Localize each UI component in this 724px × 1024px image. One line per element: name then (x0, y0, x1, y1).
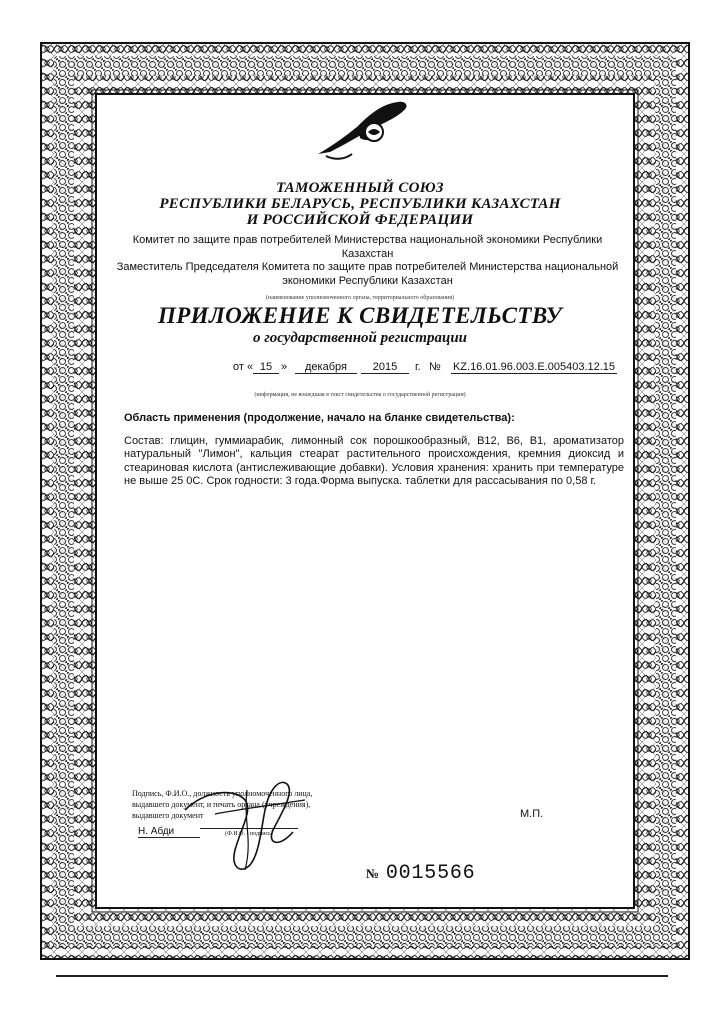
customs-union-title (120, 180, 600, 228)
union-line-3: И РОССИЙСКОЙ ФЕДЕРАЦИИ (246, 212, 474, 228)
serial-sign: № (366, 866, 380, 881)
issuing-body (110, 234, 625, 288)
info-caption: (информация, не вошедшая в текст свидетельства о государственной регистрации) (254, 392, 466, 398)
signature-label-line-3: выдавшего документ (132, 811, 204, 820)
stamp-place: М.П. (520, 808, 544, 820)
date-year-suffix: г. (415, 361, 421, 373)
date-year: 2015 (361, 361, 409, 374)
handwritten-signature (175, 770, 325, 880)
number-sign: № (429, 361, 441, 373)
issuing-body-caption: (наименование уполномоченного органа, территориального образования) (266, 295, 454, 301)
bottom-rule (56, 975, 668, 977)
signature-label-line-2: выдавшего документ, и печать органа (учреждения), (132, 800, 311, 809)
date-prefix: от « (233, 361, 254, 373)
fio-caption: (Ф.И.О. - подпись) (200, 828, 298, 837)
deputy-line-1: Заместитель Председателя Комитета по защите прав потребителей Министерства национальной (116, 261, 619, 273)
date-day-close: » (281, 361, 288, 373)
document-title: ПРИЛОЖЕНИЕ К СВИДЕТЕЛЬСТВУ (157, 303, 563, 328)
signer-name: Н. Абди (138, 826, 200, 838)
committee-line-2: Казахстан (341, 247, 394, 260)
document-subtitle: о государственной регистрации (252, 330, 468, 346)
customs-union-emblem (300, 92, 412, 172)
union-line-1: ТАМОЖЕННЫЙ СОЮЗ (276, 180, 444, 196)
date-and-number-row (233, 361, 633, 379)
serial-number (366, 862, 476, 885)
committee-line-1: Комитет по защите прав потребителей Министерства национальной экономики Республики (132, 234, 603, 246)
union-line-2: РЕСПУБЛИКИ БЕЛАРУСЬ, РЕСПУБЛИКИ КАЗАХСТАН (159, 196, 561, 212)
date-day: 15 (253, 361, 279, 374)
registration-number: KZ.16.01.96.003.Е.005403.12.15 (452, 361, 616, 373)
composition-text: Состав: глицин, гуммиарабик, лимонный сок порошкообразный, В12, В6, В1, ароматизатор натуральный "Лимон", кальция стеарат растительного происхождения, кремния диоксид и стеариновая кислота (антислеживающие добавки). Условия хранения: хранить при температуре не выше 25 0С. Срок годности: 3 года.Форма выпуска. таблетки для рассасывания по 0,58 г. (124, 434, 624, 487)
deputy-line-2: экономики Республики Казахстан (282, 274, 453, 287)
serial-value: 0015566 (385, 862, 476, 885)
document-body (124, 412, 624, 489)
scope-heading: Область применения (продолжение, начало на бланке свидетельства): (124, 412, 515, 424)
date-month: декабря (295, 361, 357, 374)
signature-label-line-1: Подпись, Ф.И.О., должность уполномоченного лица, (132, 789, 313, 798)
